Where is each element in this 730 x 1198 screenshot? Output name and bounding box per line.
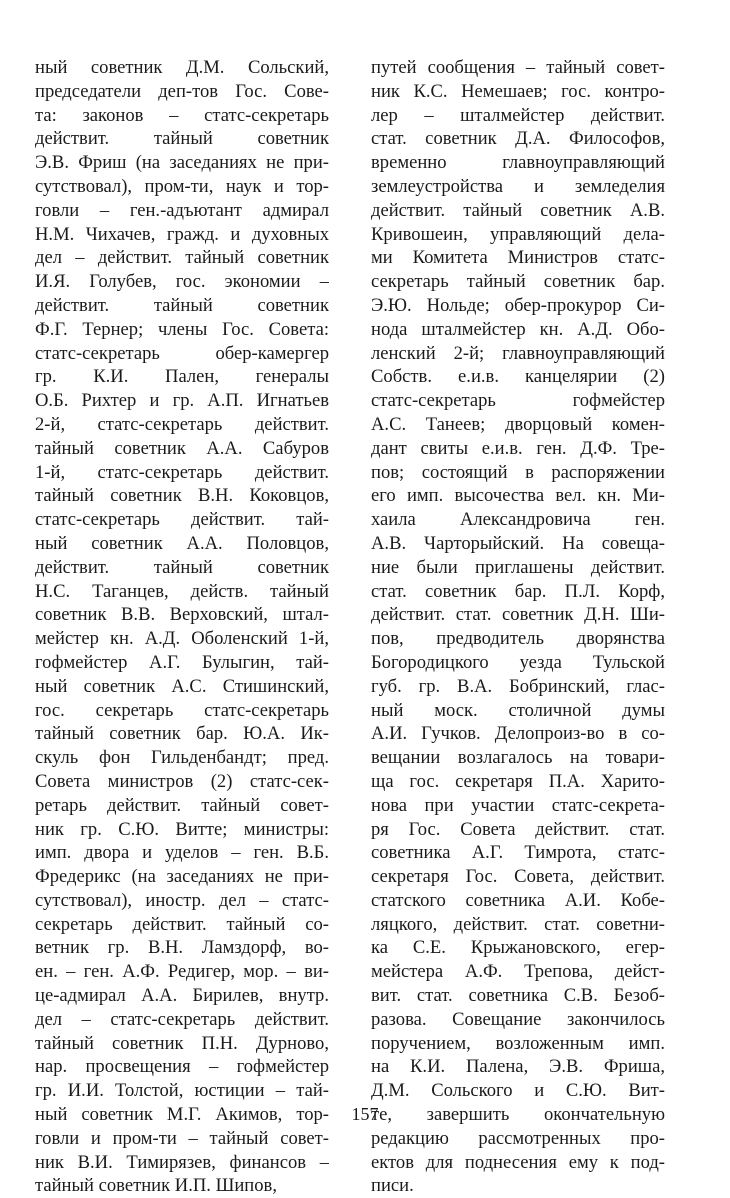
text-line: ми Комитета Министров статс- [371, 247, 665, 269]
text-line: ляцкого, действит. стат. советни- [371, 913, 665, 935]
text-line: секретарь тайный советник бар. [371, 271, 665, 293]
text-line: гр. И.И. Толстой, юстиции – тай- [35, 1080, 329, 1102]
text-line: А.В. Чарторыйский. На совеща- [371, 532, 665, 554]
text-line: ник К.С. Немешаев; гос. контро- [371, 80, 665, 102]
page-number: 157 [351, 1104, 379, 1124]
text-line: действит. тайный советник А.В. [371, 199, 665, 221]
text-line: гр. К.И. Пален, генералы [35, 366, 329, 388]
text-line: Богородицкого уезда Тульской [371, 651, 665, 673]
text-line: временно главноуправляющий [371, 152, 665, 174]
left-text-column [35, 56, 329, 1198]
text-line: 2-й, статс-секретарь действит. [35, 413, 329, 435]
text-line: нода шталмейстер кн. А.Д. Обо- [371, 318, 665, 340]
text-line: скуль фон Гильденбандт; пред. [35, 747, 329, 769]
text-line: ный советник А.С. Стишинский, [35, 675, 329, 697]
text-line: советника А.Г. Тимрота, статс- [371, 842, 665, 864]
text-line: вещании возлагалось на товари- [371, 747, 665, 769]
text-line: пов, предводитель дворянства [371, 628, 665, 650]
text-line: путей сообщения – тайный совет- [371, 57, 665, 78]
text-line: его имп. высочества вел. кн. Ми- [371, 485, 665, 507]
text-line: статс-секретарь обер-камергер [35, 342, 329, 364]
text-line: мейстера А.Ф. Трепова, дейст- [371, 961, 665, 983]
text-line: нова при участии статс-секрета- [371, 794, 665, 816]
text-line: Н.М. Чихачев, гражд. и духовных [35, 223, 329, 245]
text-line: действит. тайный советник [35, 556, 329, 578]
text-line: сутствовал), иностр. дел – статс- [35, 889, 329, 911]
text-line: председатели деп-тов Гос. Сове- [35, 80, 329, 102]
text-line: имп. двора и уделов – ген. В.Б. [35, 842, 329, 864]
text-line: лер – шталмейстер действит. [371, 104, 665, 126]
text-line: Собств. е.и.в. канцелярии (2) [371, 366, 665, 388]
text-line: советник В.В. Верховский, штал- [35, 604, 329, 626]
text-line: гос. секретарь статс-секретарь [35, 699, 329, 721]
text-line: ный советник Д.М. Сольский, [35, 57, 329, 78]
text-line: це-адмирал А.А. Бирилев, внутр. [35, 985, 329, 1007]
text-line: мейстер кн. А.Д. Оболенский 1-й, [35, 628, 329, 650]
text-line: ние были приглашены действит. [371, 556, 665, 578]
text-line: тайный советник П.Н. Дурново, [35, 1032, 329, 1054]
text-line: хаила Александровича ген. [371, 509, 665, 531]
text-line: Фредерикс (на заседаниях не при- [35, 866, 329, 888]
text-line: секретаря Гос. Совета, действит. [371, 866, 665, 888]
text-line: ник В.И. Тимирязев, финансов – [35, 1151, 329, 1173]
text-line: губ. гр. В.А. Бобринский, глас- [371, 675, 665, 697]
text-line: ка С.Е. Крыжановского, егер- [371, 937, 665, 959]
text-line: сутствовал), пром-ти, наук и тор- [35, 175, 329, 197]
text-line: редакцию рассмотренных про- [371, 1127, 665, 1149]
text-line: Ф.Г. Тернер; члены Гос. Совета: [35, 318, 329, 340]
text-line: действит. тайный советник [35, 294, 329, 316]
text-line: Совета министров (2) статс-сек- [35, 770, 329, 792]
text-line: писи. [371, 1175, 414, 1197]
text-line: пов; состоящий в распоряжении [371, 461, 665, 483]
text-line: ник гр. С.Ю. Витте; министры: [35, 818, 329, 840]
text-line: говли и пром-ти – тайный совет- [35, 1127, 329, 1149]
text-line: те, завершить окончательную [371, 1104, 665, 1126]
text-line: тайный советник В.Н. Коковцов, [35, 485, 329, 507]
text-line: ленский 2-й; главноуправляющий [371, 342, 665, 364]
text-line: стат. советник бар. П.Л. Корф, [371, 580, 665, 602]
text-line: нар. просвещения – гофмейстер [35, 1056, 329, 1078]
text-line: Кривошеин, управляющий дела- [371, 223, 665, 245]
text-line: ный моск. столичной думы [371, 699, 665, 721]
text-line: дел – действит. тайный советник [35, 247, 329, 269]
right-text-column [371, 56, 665, 1198]
text-line: ный советник А.А. Половцов, [35, 532, 329, 554]
text-line: Н.С. Таганцев, действ. тайный [35, 580, 329, 602]
text-line: гофмейстер А.Г. Булыгин, тай- [35, 651, 329, 673]
text-line: разова. Совещание закончилось [371, 1008, 665, 1030]
text-line: Д.М. Сольского и С.Ю. Вит- [371, 1080, 665, 1102]
text-line: И.Я. Голубев, гос. экономии – [35, 271, 329, 293]
text-line: тайный советник бар. Ю.А. Ик- [35, 723, 329, 745]
text-line: тайный советник И.П. Шипов, [35, 1175, 277, 1197]
text-line: дел – статс-секретарь действит. [35, 1008, 329, 1030]
text-line: ный советник М.Г. Акимов, тор- [35, 1104, 329, 1126]
text-line: статс-секретарь действит. тай- [35, 509, 329, 531]
text-line: статс-секретарь гофмейстер [371, 390, 665, 412]
text-line: ря Гос. Совета действит. стат. [371, 818, 665, 840]
text-line: ветник гр. В.Н. Ламздорф, во- [35, 937, 329, 959]
text-line: та: законов – статс-секретарь [35, 104, 329, 126]
text-line: поручением, возложенным имп. [371, 1032, 665, 1054]
text-line: действит. тайный советник [35, 128, 329, 150]
text-line: 1-й, статс-секретарь действит. [35, 461, 329, 483]
text-line: вит. стат. советника С.В. Безоб- [371, 985, 665, 1007]
text-line: Э.Ю. Нольде; обер-прокурор Си- [371, 294, 665, 316]
text-line: Э.В. Фриш (на заседаниях не при- [35, 152, 329, 174]
text-line: говли – ген.-адъютант адмирал [35, 199, 329, 221]
text-line: ретарь действит. тайный совет- [35, 794, 329, 816]
text-line: стат. советник Д.А. Философов, [371, 128, 665, 150]
text-line: на К.И. Палена, Э.В. Фриша, [371, 1056, 665, 1078]
text-line: А.С. Танеев; дворцовый комен- [371, 413, 665, 435]
text-line: ектов для поднесения ему к под- [371, 1151, 665, 1173]
text-line: секретарь действит. тайный со- [35, 913, 329, 935]
text-line: статского советника А.И. Кобе- [371, 889, 665, 911]
text-line: О.Б. Рихтер и гр. А.П. Игнатьев [35, 390, 329, 412]
text-line: землеустройства и земледелия [371, 175, 665, 197]
text-line: тайный советник А.А. Сабуров [35, 437, 329, 459]
text-line: ща гос. секретаря П.А. Харито- [371, 770, 665, 792]
text-line: А.И. Гучков. Делопроиз-во в со- [371, 723, 665, 745]
text-line: действит. стат. советник Д.Н. Ши- [371, 604, 665, 626]
text-line: дант свиты е.и.в. ген. Д.Ф. Тре- [371, 437, 665, 459]
text-line: ен. – ген. А.Ф. Редигер, мор. – ви- [35, 961, 329, 983]
